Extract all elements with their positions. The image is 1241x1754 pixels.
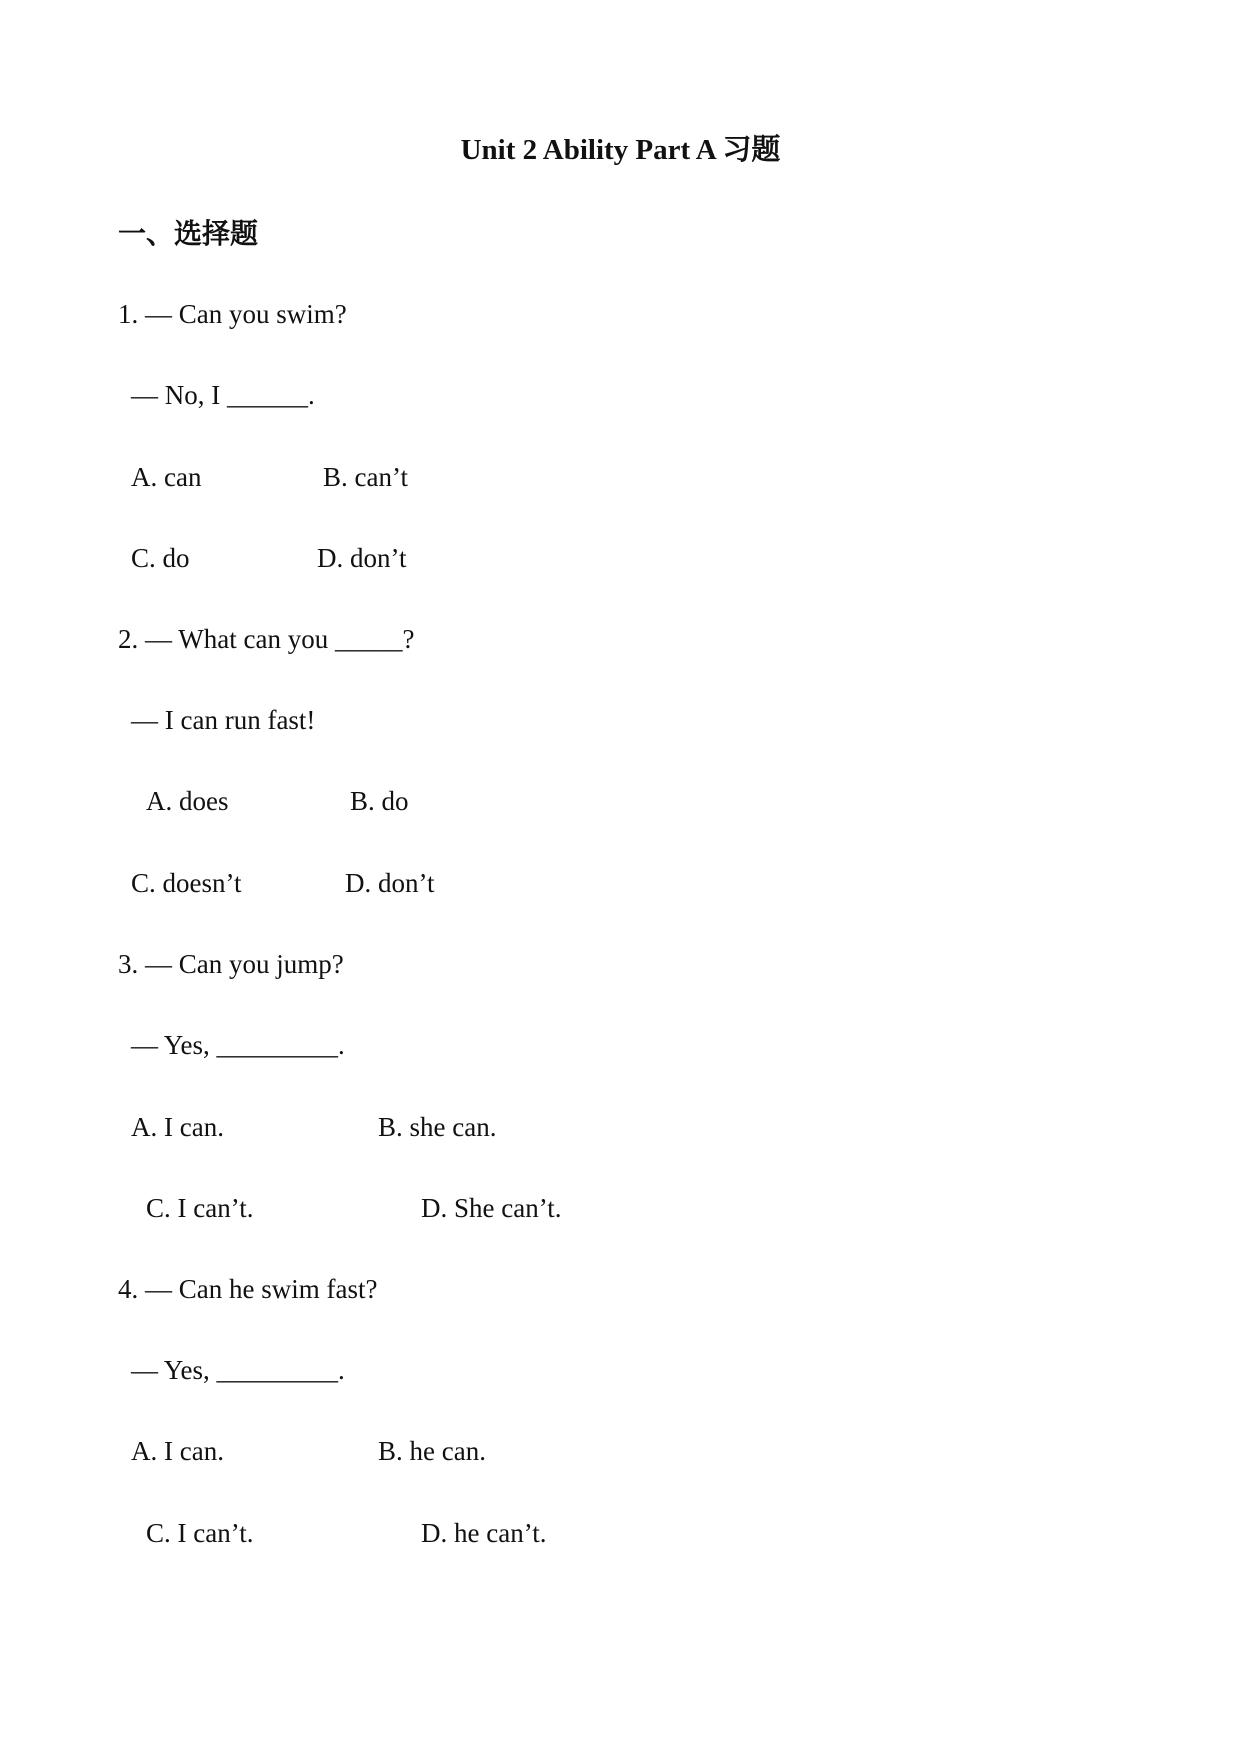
question-4-option-c: C. I can’t.	[146, 1518, 254, 1548]
question-1-option-d: D. don’t	[317, 543, 407, 573]
question-1-option-c: C. do	[131, 543, 190, 573]
question-4-response: — Yes, _________.	[131, 1355, 345, 1385]
question-4-stem: 4. — Can he swim fast?	[118, 1274, 378, 1304]
question-2-option-c: C. doesn’t	[131, 868, 242, 898]
question-2-option-d: D. don’t	[345, 868, 435, 898]
question-3-option-d: D. She can’t.	[421, 1193, 562, 1223]
question-1-response: — No, I ______.	[131, 380, 315, 410]
question-1-option-b: B. can’t	[323, 462, 408, 492]
question-1-option-a: A. can	[131, 462, 202, 492]
question-4-option-a: A. I can.	[131, 1436, 224, 1466]
question-2-option-a: A. does	[146, 786, 229, 816]
page-title: Unit 2 Ability Part A 习题	[460, 134, 781, 166]
question-2-stem: 2. — What can you _____?	[118, 624, 415, 654]
question-3-option-a: A. I can.	[131, 1112, 224, 1142]
question-1-stem: 1. — Can you swim?	[118, 299, 347, 329]
question-4-option-b: B. he can.	[378, 1436, 486, 1466]
question-4-option-d: D. he can’t.	[421, 1518, 547, 1548]
question-3-option-c: C. I can’t.	[146, 1193, 254, 1223]
section-heading: 一、选择题	[118, 217, 259, 250]
question-3-response: — Yes, _________.	[131, 1030, 345, 1060]
question-2-option-b: B. do	[350, 786, 409, 816]
question-3-option-b: B. she can.	[378, 1112, 497, 1142]
question-3-stem: 3. — Can you jump?	[118, 949, 344, 979]
question-2-response: — I can run fast!	[131, 705, 316, 735]
